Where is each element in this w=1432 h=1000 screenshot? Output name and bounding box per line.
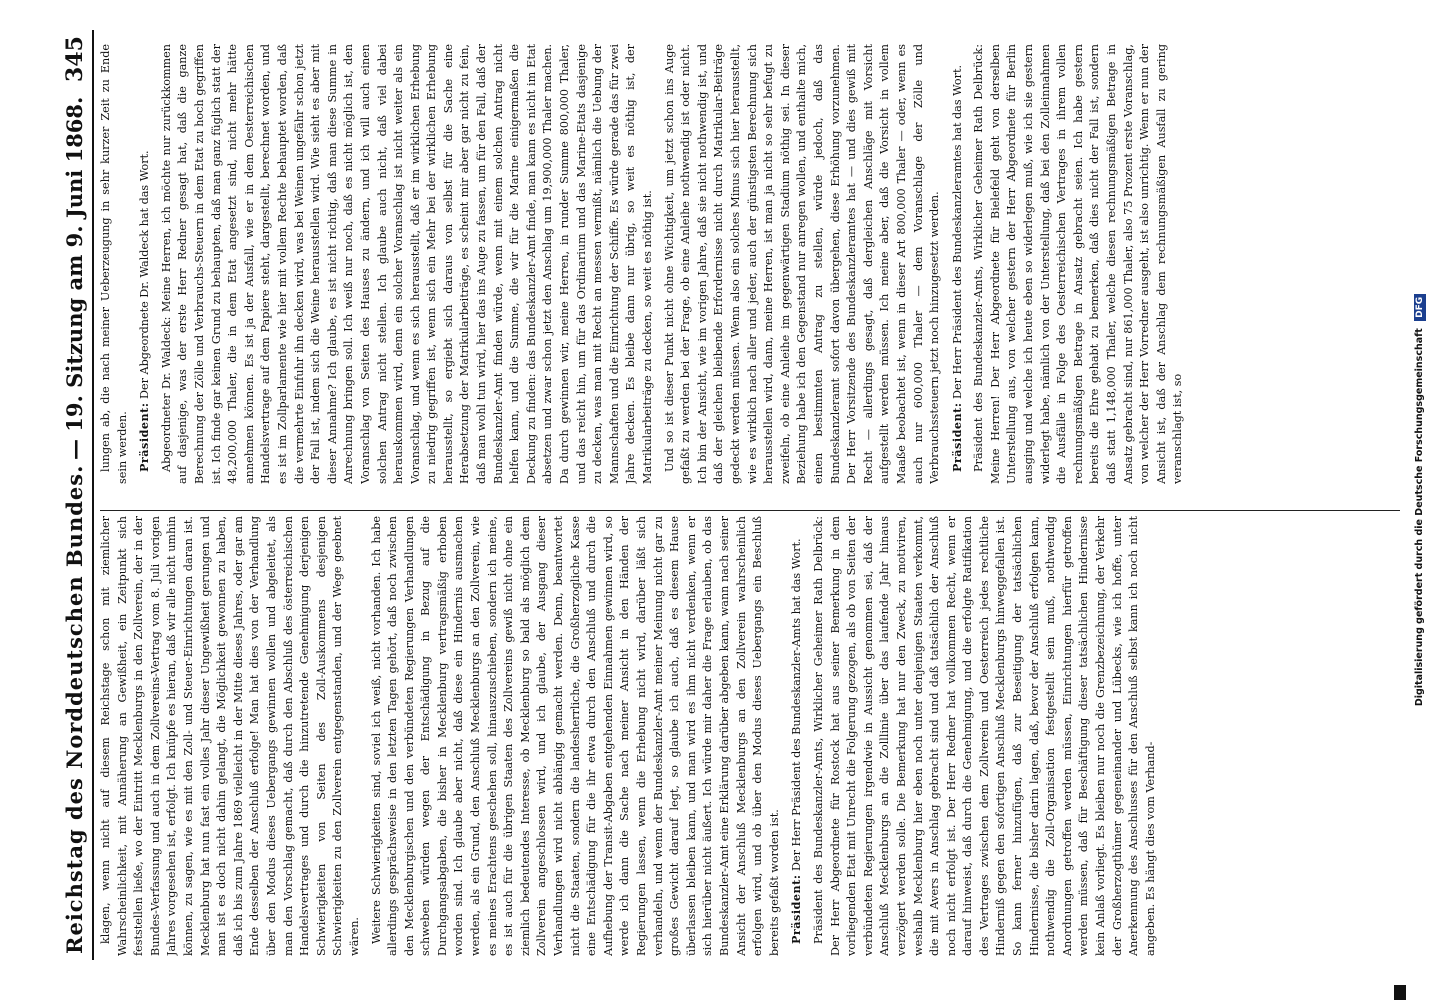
left-column bbox=[98, 516, 1408, 956]
running-header bbox=[58, 30, 94, 960]
speaker-text: Der Herr Präsident des Bundeskanzler-Amts hat das Wort. bbox=[790, 538, 804, 871]
speaker-paragraph bbox=[136, 44, 154, 484]
speaker-paragraph bbox=[949, 44, 967, 484]
text-paragraph: Abgeordneter Dr. Waldeck: Meine Herren, ich möchte nur zurückkommen auf dasjenige, was der erste Herr Redner gesagt hat, daß die ganze Berechnung der Zölle und Verbrauchs-Steuern in dem Etat zu hoch gegriffen ist. Ich finde gar keinen Grund zu behaupten, daß man ganz füglich statt der 48,200,000 Thaler, die in dem Etat angesetzt sind, nicht mehr hätte annehmen können. Es ist ja der Ausfall, wie er in dem Oesterreichischen Handelsvertrage auf dem Papiere steht, dargestellt, berechnet worden, und es ist im Zollparlamente wie hier mit vollem Rechte behauptet worden, daß die vermehrte Einfuhr ihn decken wird, was bei Weinen ungefähr schon jetzt der Fall ist, indem sich die Weine herausstellen wird. Wie sieht es aber mit dieser Annahme? Ich glaube, es ist nicht richtig, daß man diese Summe in Anrechnung bringen soll. Ich weiß nur noch, daß es nicht möglich ist, den Voranschlag von Seiten des Hauses zu ändern, und ich will auch einen solchen Antrag nicht stellen. Ich glaube auch nicht, daß viel dabei herauskommen wird, denn ein solcher Voranschlag ist nicht weiter als ein Voranschlag, und wenn es sich herausstellt, daß er im wirklichen Erhebung zu niedrig gegriffen ist, wenn sich ein Mehr bei der wirklichen Erhebung herausstellt, so ergiebt sich daraus von selbst für die Sache eine Herabsetzung der Matrikularbeiträge, es scheint mir aber gar nicht zu fein, daß man wohl tun wird, hier das ins Auge zu fassen, um für den Fall, daß der Bundeskanzler-Amt finden würde, wenn mit einem solchen Antrag nicht helfen kann, und die Summe, die wir für die Marine einigermaßen die Deckung zu finden: das Bundeskanzler-Amt finde, man kann es nicht im Etat absetzen und zwar schon jetzt den Anschlag um 19,900,000 Thaler machen. Da durch gewinnen wir, meine Herren, in runder Summe 800,000 Thaler, und das reicht hin, um für das Ordinarium und das Marine-Etats dasjenige zu decken, was man mit Recht an messen vermißt, nämlich die Uebung der Mannschaften und die Einrichtung der Schiffe. Es würde gerade das für zwei Jahre decken. Es bleibe dann nur übrig, so weit es nöthig ist, der Matrikularbeiträge zu decken, so weit es nöthig ist. bbox=[159, 44, 654, 484]
column-divider bbox=[100, 510, 1400, 511]
page-number: 345 bbox=[62, 36, 88, 82]
text-paragraph: Präsident des Bundeskanzler-Amts, Wirklicher Geheimer Rath Delbrück: Meine Herren! Der Herr Abgeordnete für Bielefeld geht von derselben Unterstellung aus, von welcher gestern der Herr Abgeordnete für Berlin ausging und welche ich heute eben so widerlegen muß, wie ich sie gestern widerlegt habe, nämlich von der Unterstellung, daß bei den Zolleinnahmen die Ausfälle in Folge des Oesterreichischen Vertrages in ihrem vollen rechnungsmäßigen Betrage in Ansatz gebracht seien. Ich habe gestern bereits die Ehre gehabt zu bemerken, daß dies nicht der Fall ist, sondern daß statt 1,148,000 Thaler, welche diesen rechnungsmäßigen Betrage in Ansatz gebracht sind, nur 861,000 Thaler, also 75 Prozent erste Voranschlag, von welcher der Herr Vorredner ausgeht, ist also unrichtig. Wenn er nun der Ansicht ist, daß der Anschlag dem rechnungsmäßigen Ausfall zu gering veranschlagt ist, so bbox=[972, 44, 1185, 484]
text-paragraph: Und so ist dieser Punkt nicht ohne Wichtigkeit, um jetzt schon ins Auge gefaßt zu werden bei der Frage, ob eine Anleihe nothwendig ist oder nicht. Ich bin der Ansicht, wie im vorigen Jahre, daß sie nicht nothwendig ist, und daß der gleichen bleibende Erfordernisse nicht durch Matrikular-Beiträge gedeckt werden müssen. Wenn also ein solches Minus sich hier herausstellt, wie es wirklich nach aller und jeder, auch der günstigsten Berechnung sich herausstellen wird, dann, meine Herren, ist man ja nicht so sehr befugt zu zweifeln, ob eine Anleihe im gegenwärtigen Stadium nöthig sei. In dieser Beziehung habe ich den Gegenstand nur anregen wollen, und enthalte mich, einen bestimmten Antrag zu stellen, würde jedoch, daß das Bundeskanzleramt sofort davon übergehen, diese Erhöhung vorzunehmen. Der Herr Vorsitzende des Bundeskanzleramtes hat — und dies gewiß mit Recht — allerdings gesagt, daß dergleichen Anschläge mit Vorsicht aufgestellt werden müssen. Ich meine aber, daß die Vorsicht in vollem Maaße beobachtet ist, wenn in dieser Art 800,000 Thaler — oder, wenn es auch nur 600,000 Thaler — dem Voranschlage der Zölle und Verbrauchssteuern jetzt noch hinzugesetzt werden. bbox=[662, 44, 942, 484]
credit-text: Digitalisierung gefördert durch die Deutsche Forschungsgemeinschaft bbox=[1414, 328, 1425, 707]
dfg-logo: DFG bbox=[1414, 294, 1426, 321]
speaker-text: Der Abgeordnete Dr. Waldeck hat das Wort. bbox=[138, 150, 152, 399]
session-date: — 19. Sitzung am 9. Juni 1868. bbox=[62, 96, 87, 460]
text-paragraph: Weitere Schwierigkeiten sind, soviel ich weiß, nicht vorhanden. Ich habe allerdings gesprächsweise in den letzten Tagen gehört, daß noch zwischen den Mecklenburgischen und den verbündeten Regierungen Verhandlungen schweben würden wegen der Entschädigung in Bezug auf die Durchgangsabgaben, die bisher in Mecklenburg vertragsmäßig erhoben worden sind. Ich glaube aber nicht, daß diese ein Hindernis ausmachen werden, als ein Grund, den Anschluß Mecklenburgs an den Zollverein, wie es meines Erachtens geschehen soll, hinauszuschieben, sondern ich meine, es ist auch für die übrigen Staaten des Zollvereins gewiß nicht ohne ein ziemlich bedeutendes Interesse, ob Mecklenburg so bald als möglich dem Zollverein angeschlossen wird, und ich glaube, der Ausgang dieser Verhandlungen wird nicht abhängig gemacht werden. Denn, beantwortet nicht die Staaten, sondern die landesherrliche, die Großherzogliche Kasse eine Entschädigung für die ihr etwa durch den Anschluß und durch die Aufhebung der Transit-Abgaben entgehenden Einnahmen gewinnen wird, so werde ich dann die Sache nach meiner Ansicht in den Händen der Regierungen lassen, wenn die Erhebung nicht wird, darüber läßt sich verhandeln, und wenn der Bundeskanzler-Amt meiner Meinung nicht gar zu großes Gewicht darauf legt, so glaube ich auch, daß es diesem Hause überlassen bleiben kann, und man wird es ihm nicht verdenken, wenn er sich hierüber nicht äußert. Ich würde mir daher die Frage erlauben, ob das Bundeskanzler-Amt eine Erklärung darüber abgeben kann, wann nach seiner Ansicht der Anschluß Mecklenburgs an den Zollverein wahrscheinlich erfolgen wird, und ob über den Modus dieses Uebergangs ein Beschluß bereits gefaßt worden ist. bbox=[369, 516, 781, 956]
speaker-label: Präsident: bbox=[137, 402, 152, 472]
speaker-text: Der Herr Präsident des Bundeskanzleramtes hat das Wort. bbox=[950, 64, 964, 399]
speaker-paragraph bbox=[788, 516, 806, 956]
digitization-credit bbox=[1407, 0, 1432, 1000]
speaker-label: Präsident: bbox=[789, 874, 804, 944]
right-column bbox=[98, 44, 1408, 484]
journal-title: Reichstag des Norddeutschen Bundes. bbox=[62, 464, 87, 954]
text-paragraph: Präsident des Bundeskanzler-Amts, Wirklicher Geheimer Rath Delbrück: Der Herr Abgeordnete für Rostock hat aus seiner Bemerkung in dem vorliegenden Etat mit Unrecht die Folgerung gezogen, als ob von Seiten der verbündeten Regierungen irgendwie in Aussicht genommen sei, daß der Anschluß Mecklenburgs an die Zolllinie über das laufende Jahr hinaus verzögert werden solle. Die Bemerkung hat nur den Zweck, zu motiviren, weshalb Mecklenburg hier eben noch unter denjenigen Staaten verkommt, die mit Avers in Anschlag gebracht sind und daß tatsächlich der Anschluß noch nicht erfolgt ist. Der Herr Redner hat vollkommen Recht, wenn er darauf hinweist, daß durch die Genehmigung, und die erfolgte Ratifikation des Vertrages zwischen dem Zollverein und Oesterreich jedes rechtliche Hinderniß gegen den sofortigen Anschluß Mecklenburgs hinweggefallen ist. So kann ferner hinzufügen, daß zur Beseitigung der tatsächlichen Hindernisse, die bisher darin lagen, daß, bevor der Anschluß erfolgen kann, nothwendig die Zoll-Organisation festgestellt sein muß, nothwendig Anordnungen getroffen werden müssen, Einrichtungen hierfür getroffen werden müssen, daß für Beschäftigung dieser tatsächlichen Hindernisse kein Anlaß vorliegt. Es bleiben nur noch die Grenzbezeichnung, der Verkehr der Großherzogthümer gegeneinander und Lübecks, wie ich hoffe, unter Anerkennung des Anschlusses für den Anschluß selbst kann ich noch nicht angeben. Es hängt dies vom Verhand- bbox=[811, 516, 1157, 956]
text-paragraph: lungen ab, die nach meiner Ueberzeugung in sehr kurzer Zeit zu Ende sein werden. bbox=[99, 44, 129, 484]
scan-corner-marker bbox=[1394, 985, 1406, 1000]
speaker-label: Präsident: bbox=[949, 402, 964, 472]
text-paragraph: klagen, wenn nicht auf diesem Reichstage schon mit ziemlicher Wahrscheinlichkeit, mit Annäherung an Gewißheit, ein Zeitpunkt sich feststellen ließe, wo der Eintritt Mecklenburgs in den Zollverein, der in der Bundes-Verfassung und auch in dem Zollvereins-Vertrag vom 8. Juli vorigen Jahres vorgesehen ist, erfolgt. Ich knüpfe es hieran, daß wir alle nicht umhin können, zu sagen, wie es mit den Zoll- und Steuer-Einrichtungen daran ist. Mecklenburg hat nun fast ein volles Jahr dieser Ungewißheit gerungen und man ist es doch nicht dahin gelangt, die Möglichkeit gewonnen zu haben, daß ich bis zum Jahre 1869 vielleicht in der Mitte dieses Jahres, oder gar am Ende desselben der Anschluß erfolge! Man hat dies von der Verhandlung über den Modus dieses Uebergangs gewinnen wollen und abgeleitet, als man den Vorschlag gemacht, daß durch den Abschluß des österreichischen Handelsvertrages und durch die hinzutretende Genehmigung derjenigen Schwierigkeiten von Seiten des Zoll-Auskommens desjenigen Schwierigkeiten zu den Zollverein entgegenstanden, und der Wege geebnet wären. bbox=[99, 516, 361, 956]
